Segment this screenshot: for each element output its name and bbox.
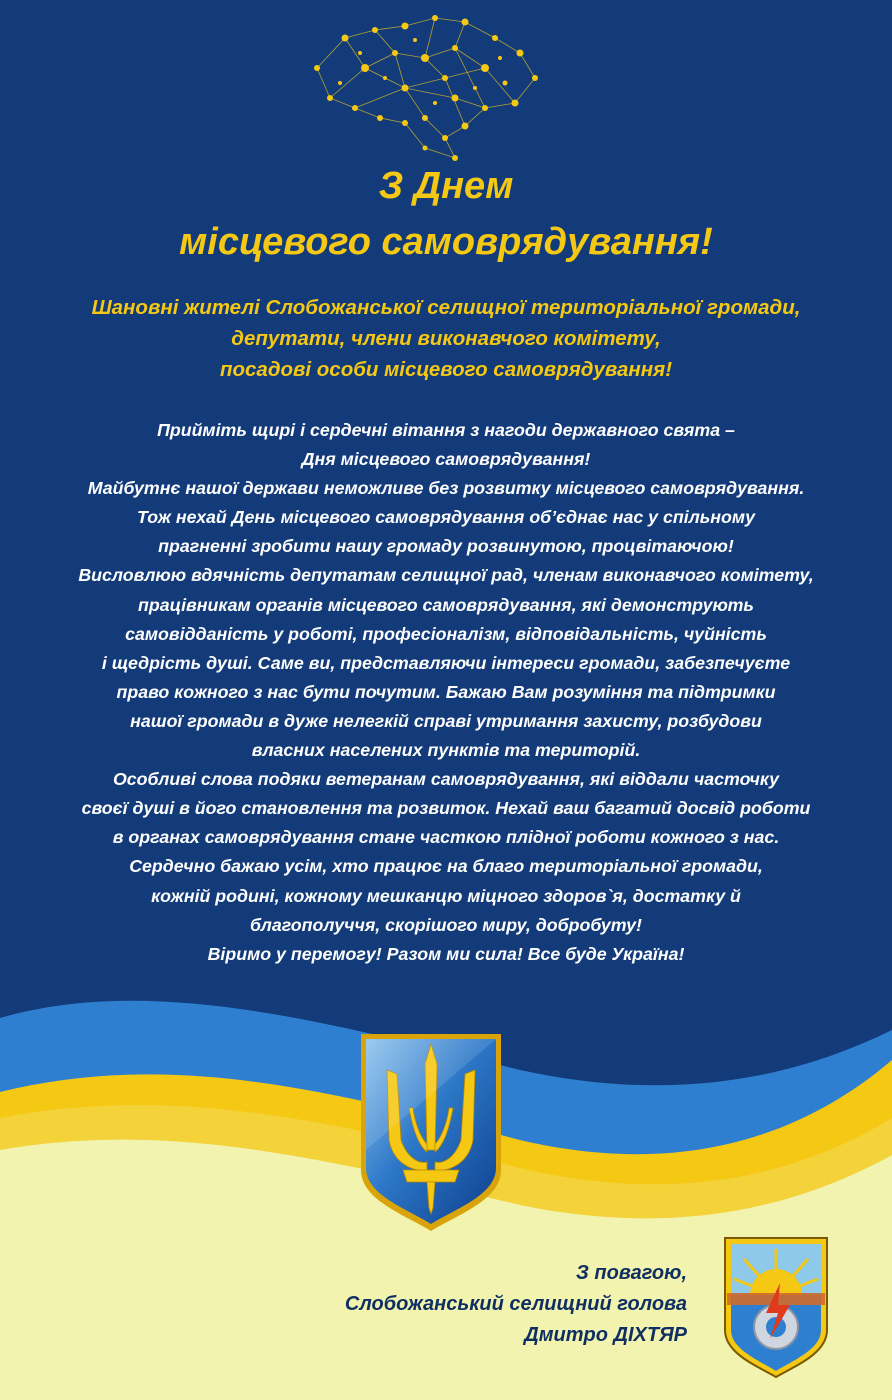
signature-block xyxy=(345,1258,687,1351)
page-title xyxy=(0,158,892,270)
body-line: Особливі слова подяки ветеранам самоврядування, які віддали часточку xyxy=(112,769,780,790)
body-line: Тож нехай День місцевого самоврядування об’єднає нас у спільному xyxy=(137,507,755,528)
ukraine-map-network-icon xyxy=(305,8,545,168)
body-line: самовідданість у роботі, професіоналізм, відповідальність, чуйність xyxy=(125,623,767,644)
body-line: прагненні зробити нашу громаду розвинутою, процвітаючою! xyxy=(158,536,734,557)
signature-regards: З повагою, xyxy=(575,1262,687,1284)
body-line: кожній родині, кожному мешканцю міцного здоров`я, достатку й xyxy=(151,885,741,906)
title-line-1: З Днем xyxy=(378,165,514,207)
signature-position: Слобожанський селищний голова xyxy=(344,1293,687,1315)
body-line: благополуччя, скорішого миру, добробуту! xyxy=(250,914,642,935)
greeting-line: депутати, члени виконавчого комітету, xyxy=(231,327,661,350)
signature-name: Дмитро ДІХТЯР xyxy=(524,1324,687,1346)
greeting-line: Шановні жителі Слобожанської селищної територіальної громади, xyxy=(91,296,801,319)
trident-coat-of-arms-icon xyxy=(357,1030,505,1235)
body-line: Висловлюю вдячність депутатам селищної рад, членам виконавчого комітету, xyxy=(78,565,814,586)
body-line: нашої громади в дуже нелегкій справі утримання захисту, розбудови xyxy=(130,710,762,731)
body-line: власних населених пунктів та територій. xyxy=(251,740,641,761)
body-line: право кожного з нас бути почутим. Бажаю Вам розуміння та підтримки xyxy=(116,681,776,702)
message-body xyxy=(0,416,892,969)
body-line: і щедрість душі. Саме ви, представляючи інтереси громади, забезпечуєте xyxy=(101,652,791,673)
body-line: працівникам органів місцевого самоврядування, які демонструють xyxy=(138,594,754,615)
community-emblem-icon xyxy=(722,1235,830,1380)
body-line: Сердечно бажаю усім, хто працює на благо територіальної громади, xyxy=(129,856,763,877)
body-line: Дня місцевого самоврядування! xyxy=(301,449,591,470)
body-line: в органах самоврядування стане часткою плідної роботи кожного з нас. xyxy=(112,827,780,848)
body-line: Віримо у перемогу! Разом ми сила! Все буде Україна! xyxy=(207,943,685,964)
title-line-2: місцевого самоврядування! xyxy=(179,221,713,263)
greeting-block xyxy=(0,292,892,385)
body-line: своєї душі в його становлення та розвиток. Нехай ваш багатий досвід роботи xyxy=(81,798,811,819)
body-line: Майбутнє нашої держави неможливе без розвитку місцевого самоврядування. xyxy=(87,478,805,499)
greeting-line: посадові особи місцевого самоврядування! xyxy=(219,358,673,381)
body-line: Прийміть щирі і сердечні вітання з нагоди державного свята – xyxy=(157,420,735,440)
